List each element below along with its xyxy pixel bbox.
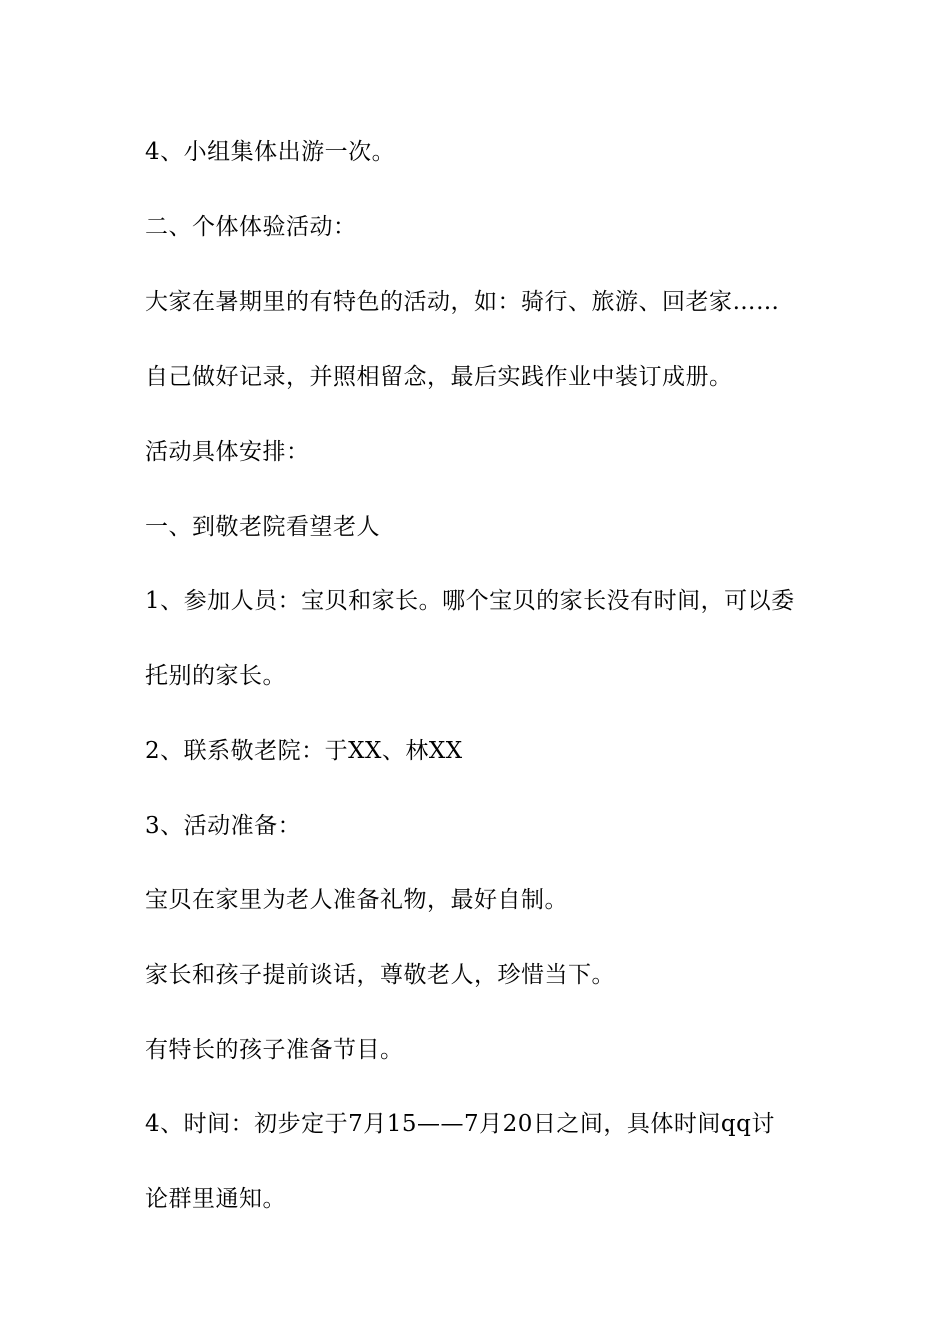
text-line: 二、个体体验活动：: [145, 214, 357, 240]
text-line: 宝贝在家里为老人准备礼物，最好自制。: [145, 887, 568, 913]
text-line: 3、活动准备：: [145, 813, 302, 839]
text-line: 论群里通知。: [145, 1186, 286, 1212]
text-line: 家长和孩子提前谈话，尊敬老人，珍惜当下。: [145, 962, 615, 988]
text-line: 2、联系敬老院：于XX、林XX: [145, 738, 463, 764]
text-line: 一、到敬老院看望老人: [145, 514, 380, 540]
text-line: 有特长的孩子准备节目。: [145, 1037, 404, 1063]
text-line: 托别的家长。: [145, 663, 286, 689]
text-line: 4、小组集体出游一次。: [145, 139, 396, 165]
text-line: 大家在暑期里的有特色的活动，如：骑行、旅游、回老家……: [145, 289, 780, 315]
text-line: 活动具体安排：: [145, 439, 310, 465]
text-line: 4、时间：初步定于7月15——7月20日之间，具体时间qq讨: [145, 1111, 775, 1137]
text-line: 1、参加人员：宝贝和家长。哪个宝贝的家长没有时间，可以委: [145, 588, 795, 614]
text-line: 自己做好记录，并照相留念，最后实践作业中装订成册。: [145, 364, 733, 390]
